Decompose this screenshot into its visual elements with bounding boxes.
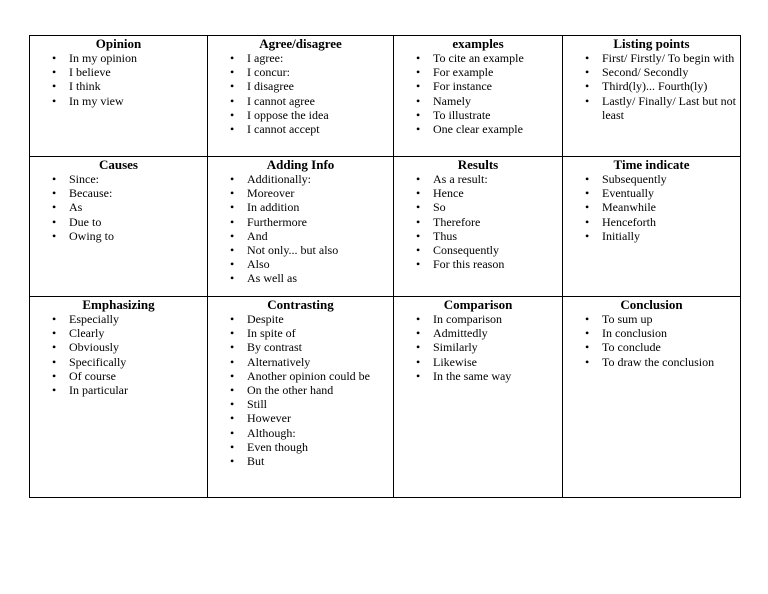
phrase-list — [394, 51, 562, 136]
list-item: • Thus — [394, 229, 558, 243]
phrase-list — [563, 51, 740, 122]
list-item: • Likewise — [394, 355, 558, 369]
phrase-list — [30, 51, 207, 108]
phrase-list — [208, 312, 393, 468]
list-item: • Because: — [30, 186, 203, 200]
list-item: • Obviously — [30, 340, 203, 354]
list-item: • Although: — [208, 426, 389, 440]
list-item: • Additionally: — [208, 172, 389, 186]
list-item: • Hence — [394, 186, 558, 200]
phrase-list — [563, 312, 740, 369]
category-title: Causes — [98, 157, 138, 172]
list-item: • In addition — [208, 200, 389, 214]
list-item: • To conclude — [563, 340, 736, 354]
category-cell — [208, 297, 394, 498]
list-item: • Furthermore — [208, 215, 389, 229]
list-item: • To cite an example — [394, 51, 558, 65]
table-row — [30, 297, 741, 498]
list-item: • Still — [208, 397, 389, 411]
list-item: • Moreover — [208, 186, 389, 200]
list-item: • Subsequently — [563, 172, 736, 186]
list-item: • I cannot accept — [208, 122, 389, 136]
list-item: • In comparison — [394, 312, 558, 326]
category-title: Agree/disagree — [259, 36, 342, 51]
category-title: Comparison — [443, 297, 513, 312]
list-item: • Due to — [30, 215, 203, 229]
phrase-list — [394, 172, 562, 271]
category-cell — [30, 297, 208, 498]
list-item: • And — [208, 229, 389, 243]
list-item: • To illustrate — [394, 108, 558, 122]
list-item: • In my view — [30, 94, 203, 108]
category-title: Listing points — [613, 36, 690, 51]
phrase-list — [394, 312, 562, 383]
list-item: • Meanwhile — [563, 200, 736, 214]
list-item: • In particular — [30, 383, 203, 397]
category-title: Opinion — [95, 36, 142, 51]
list-item: • Of course — [30, 369, 203, 383]
list-item: • Namely — [394, 94, 558, 108]
list-item: • For this reason — [394, 257, 558, 271]
list-item: • Lastly/ Finally/ Last but not least — [563, 94, 736, 122]
list-item: • Despite — [208, 312, 389, 326]
list-item: • Therefore — [394, 215, 558, 229]
list-item: • For example — [394, 65, 558, 79]
list-item: • Another opinion could be — [208, 369, 389, 383]
list-item: • I concur: — [208, 65, 389, 79]
category-cell — [563, 36, 741, 157]
list-item: • I oppose the idea — [208, 108, 389, 122]
list-item: • In my opinion — [30, 51, 203, 65]
category-cell — [563, 157, 741, 297]
list-item: • Even though — [208, 440, 389, 454]
phrase-list — [208, 51, 393, 136]
list-item: • Similarly — [394, 340, 558, 354]
list-item: • Second/ Secondly — [563, 65, 736, 79]
category-cell — [394, 297, 563, 498]
phrase-list — [208, 172, 393, 286]
list-item: • Owing to — [30, 229, 203, 243]
category-title: Conclusion — [620, 297, 683, 312]
list-item: • For instance — [394, 79, 558, 93]
list-item: • Especially — [30, 312, 203, 326]
list-item: • Consequently — [394, 243, 558, 257]
list-item: • Clearly — [30, 326, 203, 340]
category-cell — [394, 157, 563, 297]
list-item: • Not only... but also — [208, 243, 389, 257]
phrase-list — [30, 312, 207, 397]
list-item: • I cannot agree — [208, 94, 389, 108]
list-item: • Admittedly — [394, 326, 558, 340]
table-row — [30, 36, 741, 157]
category-title: Adding Info — [266, 157, 335, 172]
list-item: • To sum up — [563, 312, 736, 326]
category-cell — [208, 36, 394, 157]
list-item: • Eventually — [563, 186, 736, 200]
category-cell — [30, 36, 208, 157]
list-item: • Also — [208, 257, 389, 271]
list-item: • As — [30, 200, 203, 214]
phrase-list — [30, 172, 207, 243]
table-body — [30, 36, 741, 498]
list-item: • In spite of — [208, 326, 389, 340]
category-title: Emphasizing — [82, 297, 155, 312]
list-item: • In conclusion — [563, 326, 736, 340]
list-item: • First/ Firstly/ To begin with — [563, 51, 736, 65]
list-item: • By contrast — [208, 340, 389, 354]
list-item: • I agree: — [208, 51, 389, 65]
list-item: • In the same way — [394, 369, 558, 383]
list-item: • However — [208, 411, 389, 425]
list-item: • On the other hand — [208, 383, 389, 397]
list-item: • I disagree — [208, 79, 389, 93]
list-item: • One clear example — [394, 122, 558, 136]
list-item: • So — [394, 200, 558, 214]
list-item: • I think — [30, 79, 203, 93]
category-title: examples — [452, 36, 504, 51]
list-item: • Alternatively — [208, 355, 389, 369]
category-cell — [208, 157, 394, 297]
category-cell — [563, 297, 741, 498]
category-title: Time indicate — [613, 157, 690, 172]
category-title: Results — [457, 157, 499, 172]
list-item: • As a result: — [394, 172, 558, 186]
list-item: • As well as — [208, 271, 389, 285]
table-row — [30, 157, 741, 297]
list-item: • Specifically — [30, 355, 203, 369]
list-item: • Third(ly)... Fourth(ly) — [563, 79, 736, 93]
category-cell — [394, 36, 563, 157]
category-title: Contrasting — [267, 297, 334, 312]
list-item: • Initially — [563, 229, 736, 243]
list-item: • Since: — [30, 172, 203, 186]
linking-words-table — [29, 35, 741, 498]
list-item: • I believe — [30, 65, 203, 79]
list-item: • But — [208, 454, 389, 468]
list-item: • Henceforth — [563, 215, 736, 229]
phrase-list — [563, 172, 740, 243]
category-cell — [30, 157, 208, 297]
list-item: • To draw the conclusion — [563, 355, 736, 369]
